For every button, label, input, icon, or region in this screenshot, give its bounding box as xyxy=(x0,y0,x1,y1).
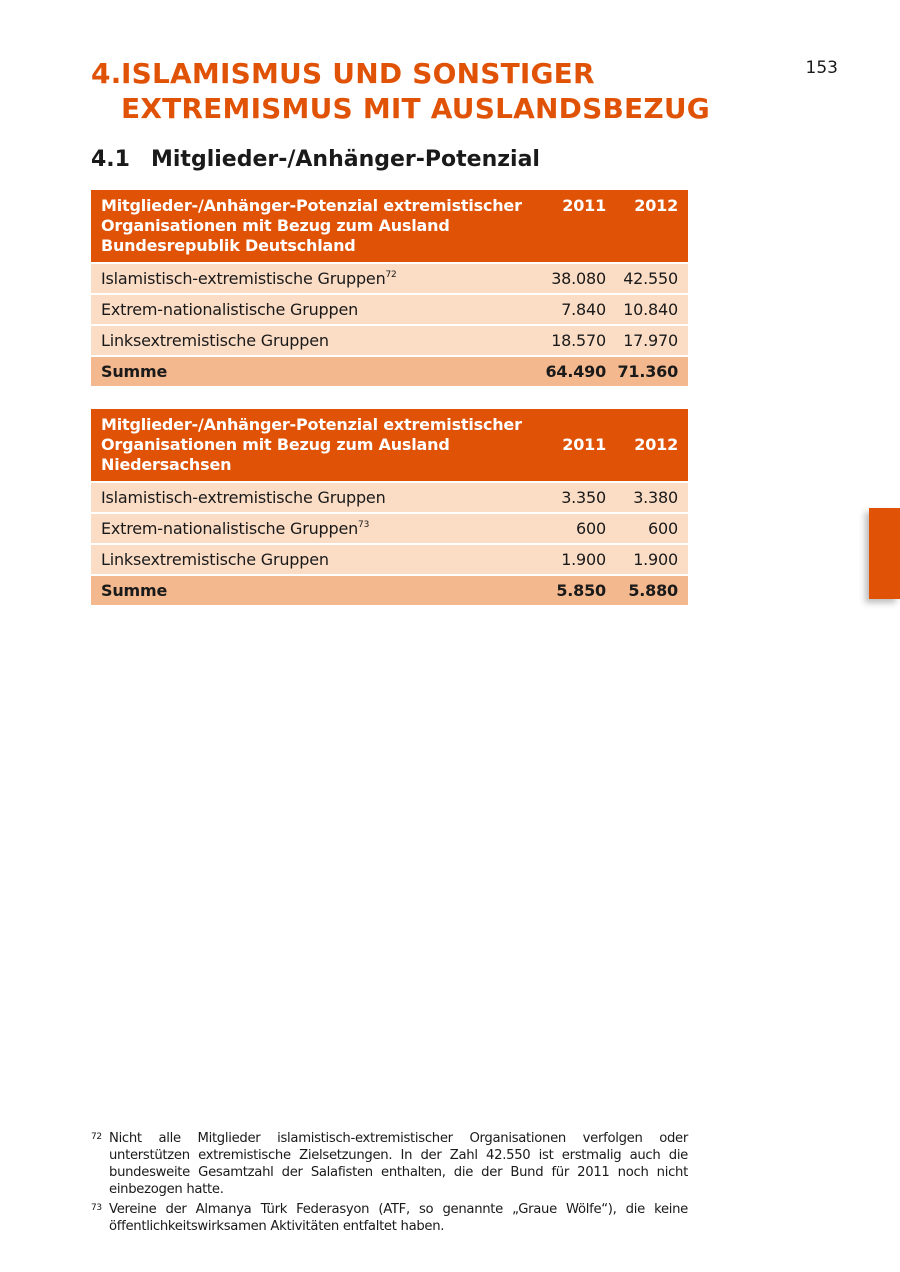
value-2012: 10.840 xyxy=(616,294,688,325)
header-line-1: Mitglieder-/Anhänger-Potenzial extremistischer xyxy=(101,415,522,434)
total-2011: 64.490 xyxy=(544,356,616,386)
total-2012: 5.880 xyxy=(616,575,688,605)
value-2012: 42.550 xyxy=(616,263,688,294)
table-header-title xyxy=(91,409,544,482)
footnote-number: 73 xyxy=(91,1203,102,1213)
table-row xyxy=(91,544,688,575)
value-2011: 18.570 xyxy=(544,325,616,356)
header-year-2011: 2011 xyxy=(544,190,616,263)
value-2011: 7.840 xyxy=(544,294,616,325)
header-year-2012: 2012 xyxy=(616,190,688,263)
header-line-3: Niedersachsen xyxy=(101,455,232,474)
header-line-2: Organisationen mit Bezug zum Ausland xyxy=(101,435,450,454)
footnote-72 xyxy=(91,1130,688,1198)
table-total-row xyxy=(91,356,688,386)
footnote-text: Vereine der Almanya Türk Federasyon (ATF, so genannte „Graue Wölfe“), die keine öffentlichkeitswirksamen Aktivitäten entfaltet haben. xyxy=(109,1202,688,1234)
value-2011: 1.900 xyxy=(544,544,616,575)
page-number: 153 xyxy=(805,58,838,78)
table-niedersachsen xyxy=(91,409,688,605)
value-2012: 1.900 xyxy=(616,544,688,575)
chapter-number: 4. xyxy=(91,57,122,90)
table-total-row xyxy=(91,575,688,605)
row-label: Extrem-nationalistische Gruppen xyxy=(91,294,544,325)
table-row xyxy=(91,263,688,294)
row-label: Linksextremistische Gruppen xyxy=(91,544,544,575)
table-header-row xyxy=(91,409,688,482)
chapter-side-tab xyxy=(869,508,900,599)
header-year-2011: 2011 xyxy=(544,409,616,482)
footnote-ref[interactable]: 72 xyxy=(385,270,397,280)
value-2011: 38.080 xyxy=(544,263,616,294)
total-2012: 71.360 xyxy=(616,356,688,386)
footnote-ref[interactable]: 73 xyxy=(358,520,370,530)
total-label: Summe xyxy=(91,356,544,386)
table-header-title xyxy=(91,190,544,263)
table-germany xyxy=(91,190,688,386)
header-line-1: Mitglieder-/Anhänger-Potenzial extremistischer xyxy=(101,196,522,215)
table-header-row xyxy=(91,190,688,263)
row-label: Islamistisch-extremistische Gruppen xyxy=(91,482,544,513)
footnote-73 xyxy=(91,1201,688,1235)
row-label: Islamistisch-extremistische Gruppen$^{72}$ xyxy=(91,263,544,294)
section-number: 4.1 xyxy=(91,147,130,172)
value-2012: 600 xyxy=(616,513,688,544)
table-row xyxy=(91,482,688,513)
row-label: Extrem-nationalistische Gruppen$^{73}$ xyxy=(91,513,544,544)
total-2011: 5.850 xyxy=(544,575,616,605)
chapter-title-line2: EXTREMISMUS MIT AUSLANDSBEZUG xyxy=(121,92,710,125)
value-2012: 17.970 xyxy=(616,325,688,356)
value-2011: 600 xyxy=(544,513,616,544)
header-line-3: Bundesrepublik Deutschland xyxy=(101,236,356,255)
chapter-title xyxy=(91,56,710,126)
table-row xyxy=(91,513,688,544)
value-2011: 3.350 xyxy=(544,482,616,513)
section-title xyxy=(91,146,540,174)
header-line-2: Organisationen mit Bezug zum Ausland xyxy=(101,216,450,235)
footnote-text: Nicht alle Mitglieder islamistisch-extremistischer Organisationen verfolgen oder unterstützen extremistische Zielsetzungen. In der Zahl 42.550 ist erstmalig auch die bundesweite Gesamtzahl der Salafisten enthalten, die der Bund für 2011 noch nicht einbezogen hatte. xyxy=(109,1131,688,1197)
table-row xyxy=(91,325,688,356)
section-title-text: Mitglieder-/Anhänger-Potenzial xyxy=(151,147,540,172)
table-row xyxy=(91,294,688,325)
header-year-2012: 2012 xyxy=(616,409,688,482)
footnote-number: 72 xyxy=(91,1132,102,1142)
value-2012: 3.380 xyxy=(616,482,688,513)
chapter-title-line1: ISLAMISMUS UND SONSTIGER xyxy=(121,57,595,90)
total-label: Summe xyxy=(91,575,544,605)
row-label: Linksextremistische Gruppen xyxy=(91,325,544,356)
footnotes xyxy=(91,1130,688,1238)
